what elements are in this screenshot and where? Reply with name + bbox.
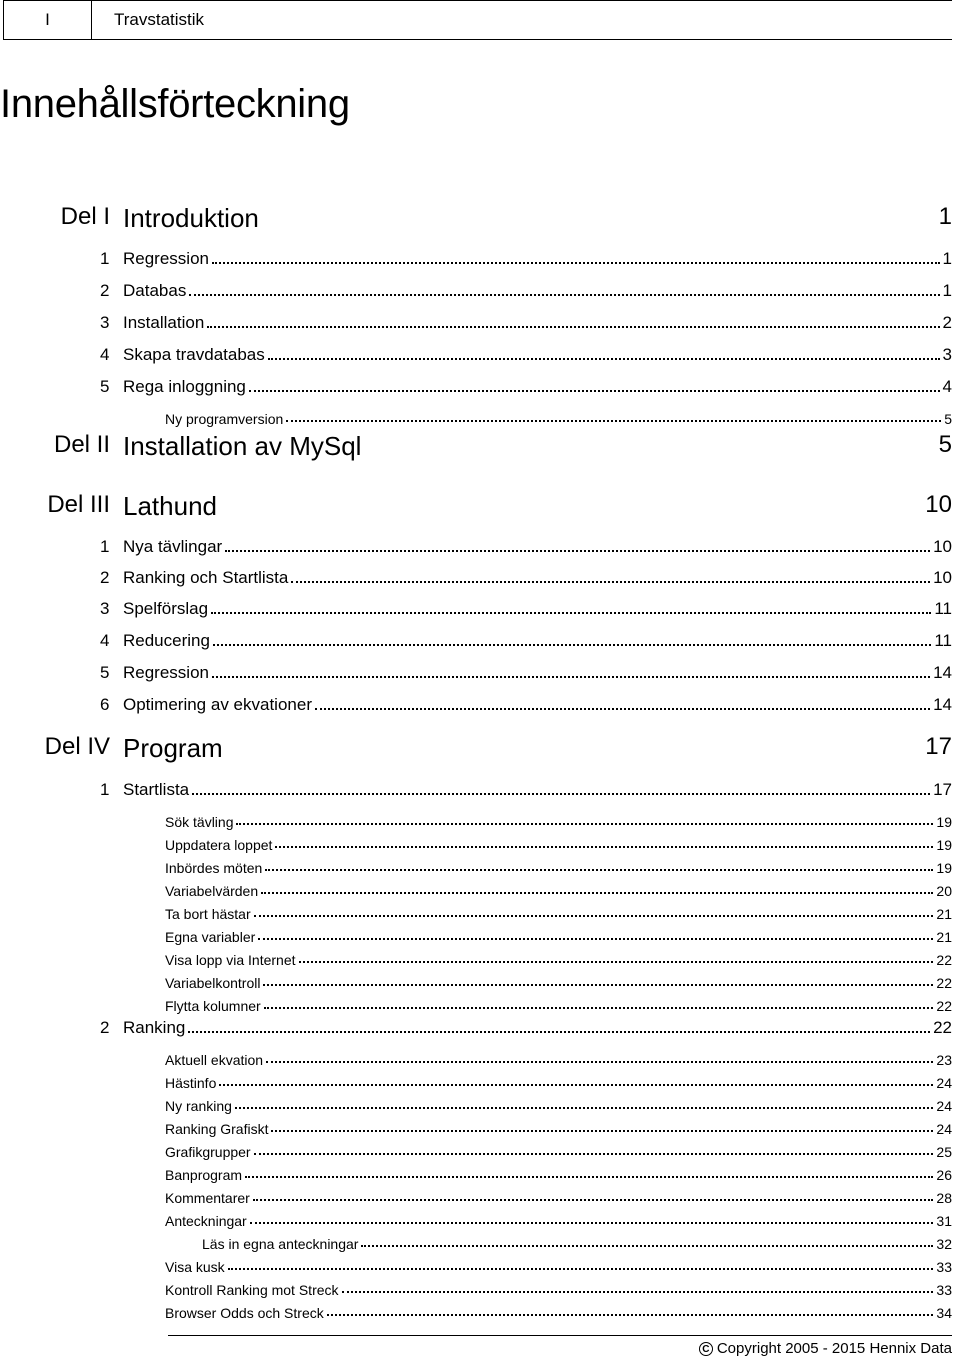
toc-entry[interactable] <box>100 1016 952 1038</box>
entry-page: 2 <box>942 313 952 332</box>
dot-leader <box>254 1153 934 1155</box>
entry-page: 10 <box>933 568 952 587</box>
toc-entry[interactable] <box>100 693 952 715</box>
entry-number: 5 <box>100 377 110 396</box>
entry-label: Databas <box>123 281 187 300</box>
toc-subentry[interactable] <box>165 1299 952 1321</box>
entry-number: 5 <box>100 663 110 682</box>
dot-leader <box>250 1222 934 1224</box>
dot-leader <box>189 294 939 296</box>
entry-page: 34 <box>936 1305 952 1321</box>
part-label: Del IV <box>44 733 110 760</box>
entry-label: Nya tävlingar <box>123 537 223 556</box>
toc-subentry[interactable] <box>165 1069 952 1091</box>
entry-page: 33 <box>936 1282 952 1298</box>
part-title: Program <box>123 733 223 763</box>
toc-subsubentry[interactable] <box>202 1230 952 1252</box>
dot-leader <box>275 846 933 848</box>
dot-leader <box>192 793 930 795</box>
entry-label: Regression <box>123 249 209 268</box>
entry-label: Variabelvärden <box>165 883 259 899</box>
part-title: Lathund <box>123 491 217 521</box>
dot-leader <box>361 1245 933 1247</box>
entry-page: 22 <box>936 975 952 991</box>
dot-leader <box>235 1107 934 1109</box>
dot-leader <box>213 644 931 646</box>
dot-leader <box>271 1130 933 1132</box>
entry-label: Startlista <box>123 780 190 799</box>
entry-number: 1 <box>100 537 110 556</box>
toc-entry[interactable] <box>100 629 952 651</box>
entry-label: Sök tävling <box>165 814 234 830</box>
entry-label: Installation <box>123 313 205 332</box>
entry-page: 19 <box>936 814 952 830</box>
toc-entry[interactable] <box>100 661 952 683</box>
toc-subentry[interactable] <box>165 946 952 968</box>
entry-page: 24 <box>936 1075 952 1091</box>
header-title-bar <box>92 0 952 40</box>
entry-label: Egna variabler <box>165 929 256 945</box>
toc-entry[interactable] <box>100 279 952 301</box>
toc-entry[interactable] <box>100 311 952 333</box>
dot-leader <box>264 1007 934 1009</box>
entry-label: Läs in egna anteckningar <box>202 1236 359 1252</box>
entry-page: 1 <box>942 281 952 300</box>
entry-label: Skapa travdatabas <box>123 345 265 364</box>
copyright-icon: C <box>699 1342 713 1356</box>
entry-page: 14 <box>933 663 952 682</box>
toc-subentry[interactable] <box>165 808 952 830</box>
dot-leader <box>236 823 933 825</box>
entry-number: 1 <box>100 780 110 799</box>
entry-page: 22 <box>936 998 952 1014</box>
dot-leader <box>265 869 933 871</box>
dot-leader <box>212 262 940 264</box>
entry-page: 20 <box>936 883 952 899</box>
section-number-box <box>3 0 92 40</box>
entry-number: 3 <box>100 313 110 332</box>
toc-entry[interactable] <box>100 778 952 800</box>
part-title: Installation av MySql <box>123 431 362 461</box>
entry-number: 2 <box>100 568 110 587</box>
entry-label: Variabelkontroll <box>165 975 261 991</box>
dot-leader <box>315 708 930 710</box>
dot-leader <box>261 892 933 894</box>
entry-number: 2 <box>100 281 110 300</box>
entry-label: Banprogram <box>165 1167 243 1183</box>
entry-label: Visa kusk <box>165 1259 225 1275</box>
dot-leader <box>263 984 933 986</box>
dot-leader <box>253 1199 934 1201</box>
toc-subentry[interactable] <box>165 1046 952 1068</box>
toc-subentry[interactable] <box>165 1115 952 1137</box>
entry-page: 25 <box>936 1144 952 1160</box>
entry-label: Ranking <box>123 1018 186 1037</box>
entry-page: 24 <box>936 1121 952 1137</box>
entry-page: 23 <box>936 1052 952 1068</box>
entry-label: Ny programversion <box>165 411 284 427</box>
dot-leader <box>228 1268 934 1270</box>
entry-page: 28 <box>936 1190 952 1206</box>
entry-label: Ta bort hästar <box>165 906 251 922</box>
entry-label: Kontroll Ranking mot Streck <box>165 1282 339 1298</box>
entry-page: 3 <box>942 345 952 364</box>
entry-label: Visa lopp via Internet <box>165 952 296 968</box>
dot-leader <box>254 915 934 917</box>
dot-leader <box>266 1061 933 1063</box>
entry-number: 6 <box>100 695 110 714</box>
dot-leader <box>188 1031 930 1033</box>
toc-subentry[interactable] <box>165 992 952 1014</box>
entry-number: 3 <box>100 599 110 618</box>
part-page: 5 <box>938 431 952 458</box>
document-title: Travstatistik <box>114 10 205 29</box>
toc-subentry[interactable] <box>165 854 952 876</box>
entry-page: 31 <box>936 1213 952 1229</box>
entry-label: Regression <box>123 663 209 682</box>
toc-subentry[interactable] <box>165 1161 952 1183</box>
part-label: Del III <box>47 491 110 518</box>
entry-page: 14 <box>933 695 952 714</box>
part-page: 17 <box>925 733 952 760</box>
dot-leader <box>286 420 941 422</box>
entry-page: 21 <box>936 906 952 922</box>
entry-page: 24 <box>936 1098 952 1114</box>
toc-subentry[interactable] <box>165 1276 952 1298</box>
entry-label: Flytta kolumner <box>165 998 261 1014</box>
entry-label: Inbördes möten <box>165 860 263 876</box>
entry-page: 21 <box>936 929 952 945</box>
entry-number: 1 <box>100 249 110 268</box>
entry-page: 19 <box>936 860 952 876</box>
entry-label: Optimering av ekvationer <box>123 695 312 714</box>
page-header <box>0 0 960 44</box>
entry-label: Uppdatera loppet <box>165 837 273 853</box>
entry-number: 2 <box>100 1018 110 1037</box>
entry-page: 26 <box>936 1167 952 1183</box>
part-page: 1 <box>938 203 952 230</box>
entry-label: Hästinfo <box>165 1075 217 1091</box>
toc-entry[interactable] <box>100 566 952 588</box>
toc-entry[interactable] <box>100 247 952 269</box>
copyright-text: Copyright 2005 - 2015 Hennix Data <box>716 1340 952 1357</box>
page-footer <box>699 1340 952 1357</box>
toc-entry[interactable] <box>100 535 952 557</box>
dot-leader <box>268 358 940 360</box>
toc-entry[interactable] <box>100 375 952 397</box>
entry-page: 10 <box>933 537 952 556</box>
section-number: I <box>45 10 50 29</box>
entry-label: Reducering <box>123 631 210 650</box>
entry-page: 17 <box>933 780 952 799</box>
toc-heading: Innehållsförteckning <box>0 82 350 126</box>
toc-subentry[interactable] <box>165 900 952 922</box>
entry-number: 4 <box>100 631 110 650</box>
dot-leader <box>212 676 930 678</box>
entry-label: Ranking och Startlista <box>123 568 289 587</box>
dot-leader <box>225 550 930 552</box>
toc-subentry[interactable] <box>165 1184 952 1206</box>
dot-leader <box>245 1176 933 1178</box>
part-page: 10 <box>925 491 952 518</box>
entry-page: 22 <box>933 1018 952 1037</box>
footer-divider <box>168 1335 952 1336</box>
entry-label: Ny ranking <box>165 1098 232 1114</box>
entry-label: Anteckningar <box>165 1213 247 1229</box>
toc-subentry[interactable] <box>165 877 952 899</box>
toc-subentry[interactable] <box>165 1253 952 1275</box>
toc-subentry[interactable] <box>165 831 952 853</box>
entry-page: 11 <box>934 631 952 650</box>
toc-entry[interactable] <box>100 343 952 365</box>
entry-label: Kommentarer <box>165 1190 250 1206</box>
toc-subentry[interactable] <box>165 1138 952 1160</box>
part-title: Introduktion <box>123 203 259 233</box>
toc-subentry[interactable] <box>165 969 952 991</box>
entry-label: Grafikgrupper <box>165 1144 251 1160</box>
dot-leader <box>249 390 940 392</box>
toc-subentry[interactable] <box>165 923 952 945</box>
dot-leader <box>207 326 939 328</box>
entry-page: 5 <box>944 411 952 427</box>
dot-leader <box>299 961 934 963</box>
dot-leader <box>327 1314 934 1316</box>
entry-label: Browser Odds och Streck <box>165 1305 324 1321</box>
entry-page: 22 <box>936 952 952 968</box>
entry-page: 11 <box>934 599 952 618</box>
part-label: Del I <box>60 203 110 230</box>
toc-entry[interactable] <box>100 597 952 619</box>
entry-page: 1 <box>942 249 952 268</box>
entry-page: 4 <box>942 377 952 396</box>
entry-number: 4 <box>100 345 110 364</box>
dot-leader <box>291 581 930 583</box>
entry-label: Spelförslag <box>123 599 209 618</box>
toc-subentry[interactable] <box>165 1207 952 1229</box>
entry-label: Aktuell ekvation <box>165 1052 264 1068</box>
toc-entry[interactable] <box>165 405 952 427</box>
dot-leader <box>219 1084 933 1086</box>
entry-label: Rega inloggning <box>123 377 246 396</box>
entry-page: 33 <box>936 1259 952 1275</box>
entry-page: 19 <box>936 837 952 853</box>
toc-subentry[interactable] <box>165 1092 952 1114</box>
dot-leader <box>342 1291 934 1293</box>
entry-page: 32 <box>936 1236 952 1252</box>
dot-leader <box>211 612 931 614</box>
entry-label: Ranking Grafiskt <box>165 1121 269 1137</box>
dot-leader <box>258 938 933 940</box>
part-label: Del II <box>53 431 110 458</box>
